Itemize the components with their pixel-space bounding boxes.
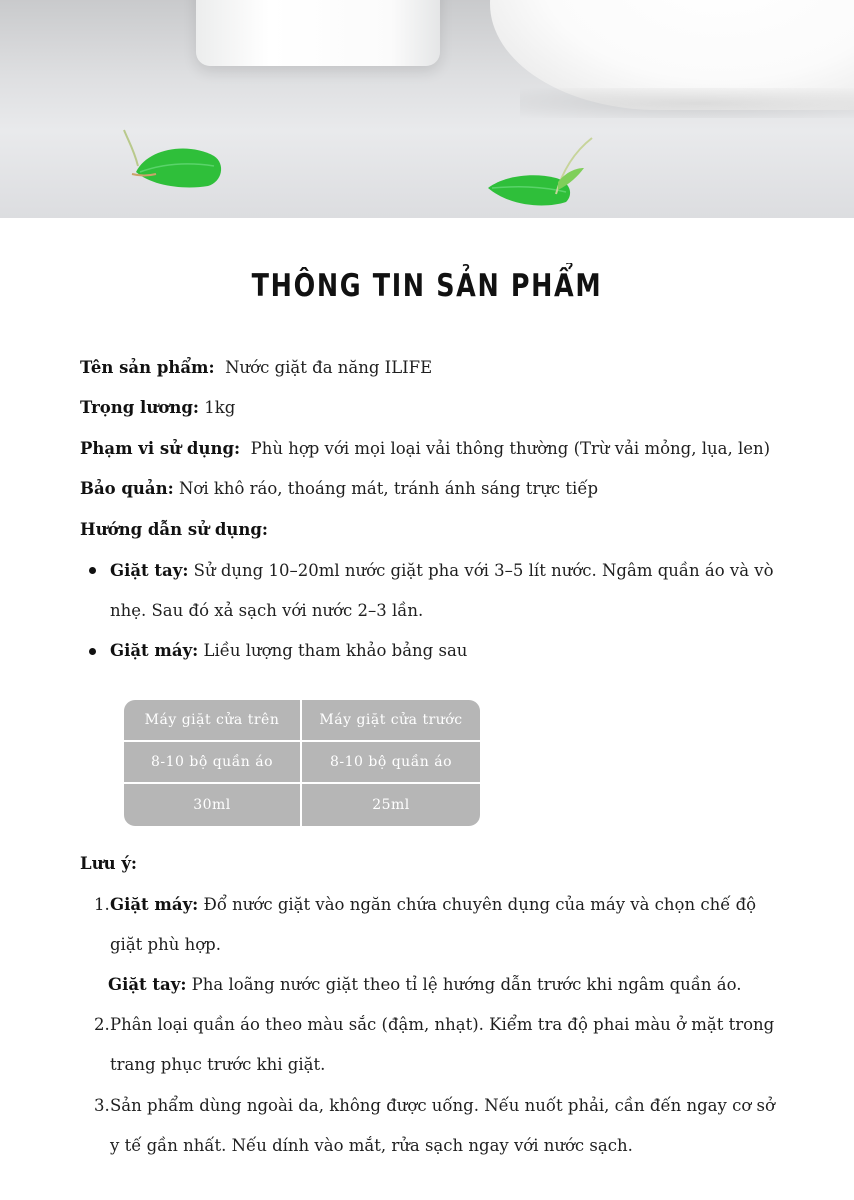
notes-heading-row	[80, 854, 137, 874]
storage-label: Bảo quản:	[80, 479, 174, 498]
hand-wash-text: Sử dụng 10–20ml nước giặt pha với 3–5 lít nước. Ngâm quần áo và vò	[193, 561, 774, 580]
weight-value: 1kg	[204, 398, 236, 417]
guide-heading: Hướng dẫn sử dụng:	[80, 520, 269, 539]
note-3-row	[110, 1096, 775, 1116]
product-name-row	[80, 358, 432, 378]
towel-shadow	[520, 88, 854, 118]
note-number: 3.	[94, 1096, 110, 1115]
note-1-hand-label: Giặt tay:	[108, 975, 187, 994]
table-cell-load: 8-10 bộ quần áo	[329, 754, 453, 770]
dosage-table	[124, 700, 480, 826]
table-header-cell: Máy giặt cửa trên	[144, 712, 280, 728]
product-name-value: Nước giặt đa năng ILIFE	[225, 358, 433, 377]
note-1-hand-row	[108, 975, 742, 995]
table-cell-amount: 25ml	[372, 797, 410, 813]
table-cell-load: 8-10 bộ quần áo	[150, 754, 274, 770]
hand-wash-label: Giặt tay:	[110, 561, 189, 580]
storage-row	[80, 479, 598, 499]
note-number: 2.	[94, 1015, 110, 1034]
note-3-text: Sản phẩm dùng ngoài da, không được uống. Nếu nuốt phải, cần đến ngay cơ sở	[110, 1096, 775, 1115]
note-1-row	[110, 895, 756, 915]
product-name-label: Tên sản phẩm:	[80, 358, 215, 377]
bottle-image	[196, 0, 440, 66]
leaf-icon	[486, 132, 606, 212]
note-3-text-cont: y tế gần nhất. Nếu dính vào mắt, rửa sạch ngay với nước sạch.	[110, 1136, 633, 1155]
scope-label: Phạm vi sử dụng:	[80, 439, 241, 458]
hand-wash-text-cont: nhẹ. Sau đó xả sạch với nước 2–3 lần.	[110, 601, 424, 620]
scope-value: Phù hợp với mọi loại vải thông thường (Trừ vải mỏng, lụa, len)	[250, 439, 771, 458]
note-1-hand-text: Pha loãng nước giặt theo tỉ lệ hướng dẫn trước khi ngâm quần áo.	[191, 975, 742, 994]
machine-wash-row	[110, 641, 467, 661]
guide-heading-row	[80, 520, 268, 540]
table-header-cell: Máy giặt cửa trước	[319, 712, 463, 728]
note-1-row-cont	[110, 935, 221, 955]
bullet-icon	[89, 567, 96, 574]
machine-wash-text: Liều lượng tham khảo bảng sau	[203, 641, 468, 660]
table-cell-amount: 30ml	[193, 797, 231, 813]
note-2-row	[110, 1015, 774, 1035]
weight-row	[80, 398, 235, 418]
page-title: THÔNG TIN SẢN PHẨM	[251, 268, 603, 304]
hero-product-photo	[0, 0, 854, 218]
bullet-icon	[89, 648, 96, 655]
storage-value: Nơi khô ráo, thoáng mát, tránh ánh sáng trực tiếp	[178, 479, 599, 498]
note-3-row-cont	[110, 1136, 633, 1156]
leaf-icon	[118, 126, 230, 192]
hand-wash-row	[110, 561, 774, 581]
machine-wash-label: Giặt máy:	[110, 641, 199, 660]
note-number: 1.	[94, 895, 110, 914]
note-2-row-cont	[110, 1055, 325, 1075]
note-1-text-cont: giặt phù hợp.	[110, 935, 221, 954]
weight-label: Trọng lương:	[80, 398, 199, 417]
scope-row	[80, 439, 770, 459]
note-1-machine-label: Giặt máy:	[110, 895, 199, 914]
note-2-text-cont: trang phục trước khi giặt.	[110, 1055, 326, 1074]
notes-heading: Lưu ý:	[80, 854, 138, 873]
note-1-text: Đổ nước giặt vào ngăn chứa chuyên dụng của máy và chọn chế độ	[203, 895, 757, 914]
note-2-text: Phân loại quần áo theo màu sắc (đậm, nhạt). Kiểm tra độ phai màu ở mặt trong	[110, 1015, 775, 1034]
hand-wash-row-cont	[110, 601, 423, 621]
